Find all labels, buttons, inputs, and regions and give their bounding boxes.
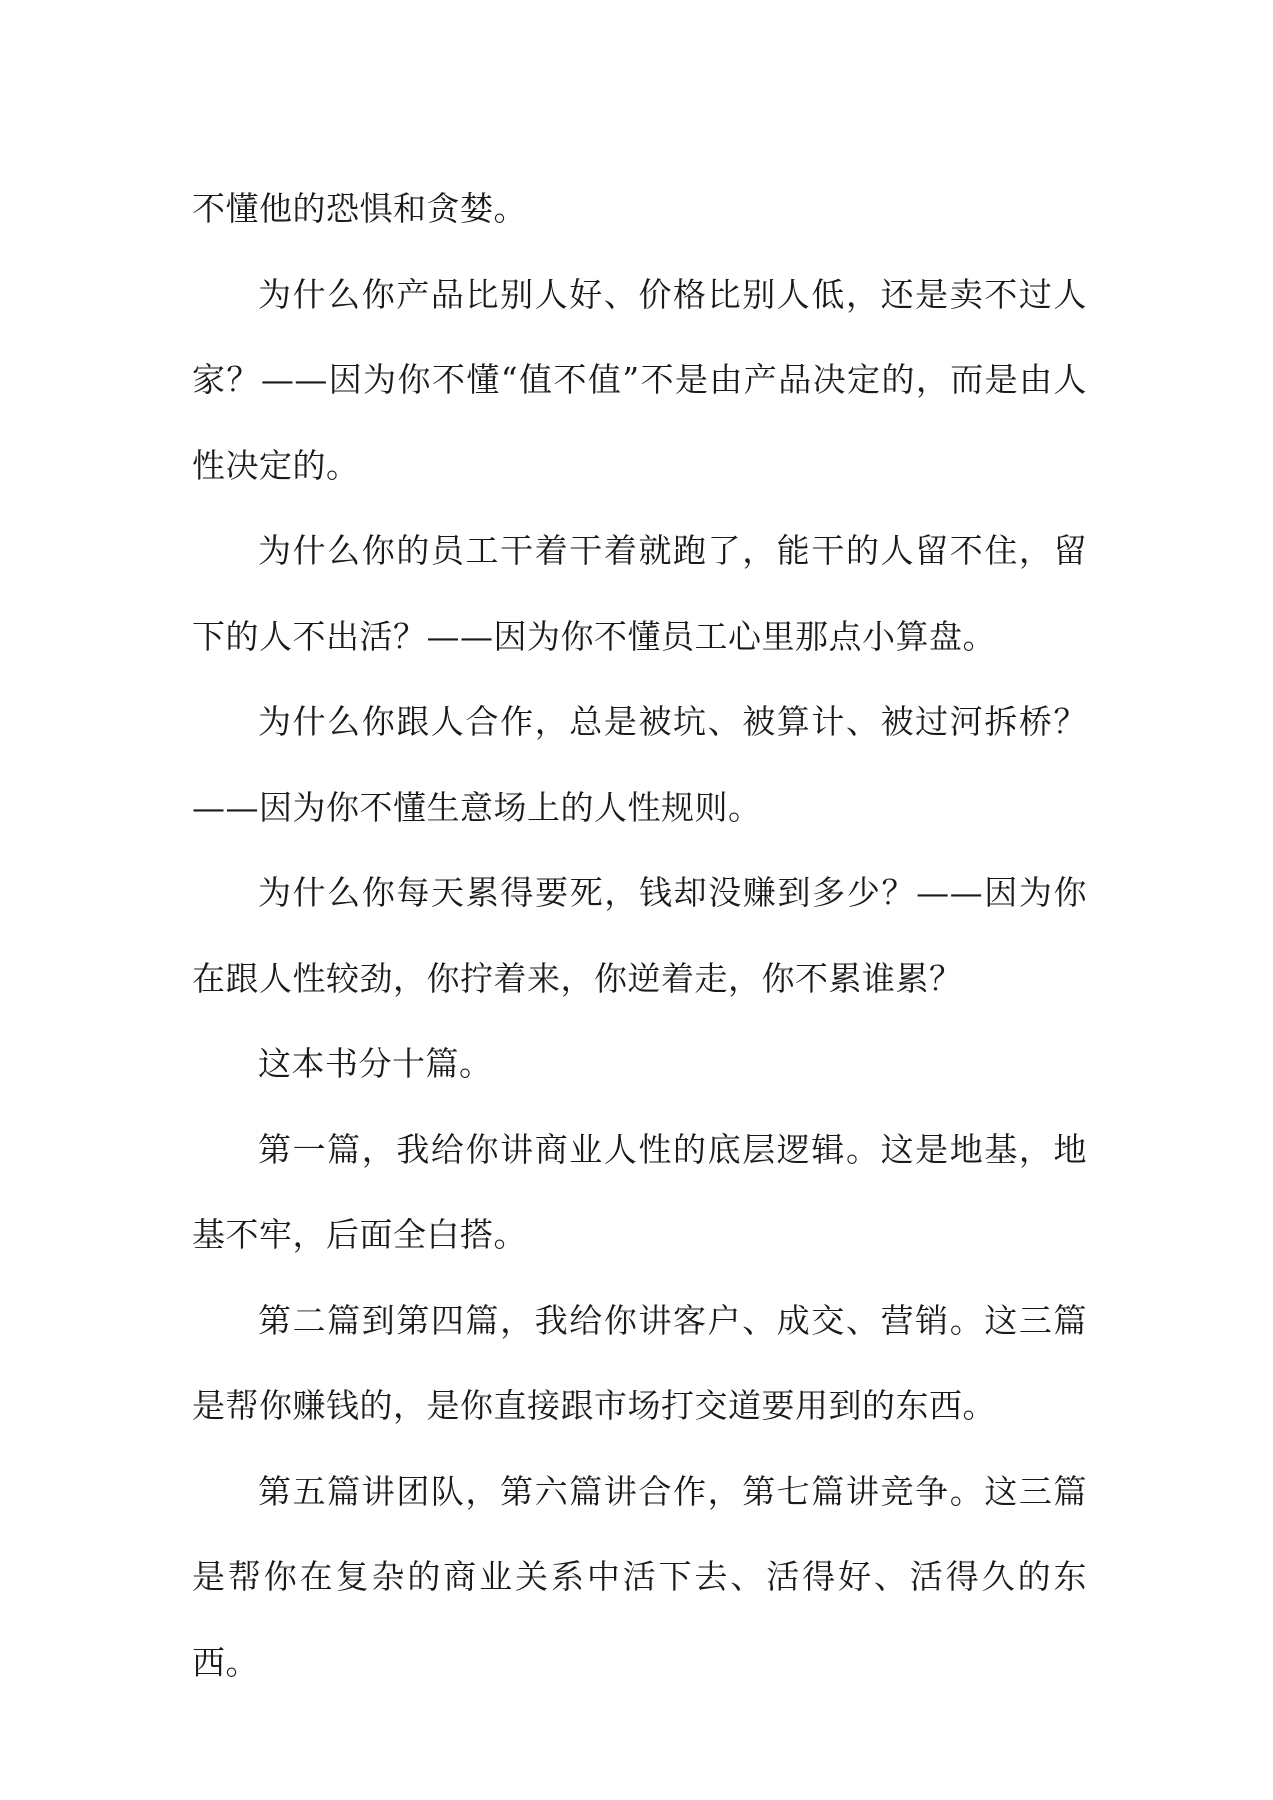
paragraph-2: 为什么你产品比别人好、价格比别人低，还是卖不过人家？——因为你不懂“值不值”不是由产品决定的，而是由人性决定的。 <box>192 274 1087 485</box>
paragraph-1: 不懂他的恐惧和贪婪。 <box>192 189 527 228</box>
paragraph-7: 第一篇，我给你讲商业人性的底层逻辑。这是地基，地基不牢，后面全白搭。 <box>192 1129 1087 1254</box>
paragraph-4: 为什么你跟人合作，总是被坑、被算计、被过河拆桥？——因为你不懂生意场上的人性规则。 <box>192 702 1087 827</box>
paragraph-6: 这本书分十篇。 <box>258 1044 493 1083</box>
paragraph-5: 为什么你每天累得要死，钱却没赚到多少？——因为你在跟人性较劲，你拧着来，你逆着走，你不累谁累？ <box>192 873 1087 998</box>
paragraph-9: 第五篇讲团队，第六篇讲合作，第七篇讲竞争。这三篇是帮你在复杂的商业关系中活下去、活得好、活得久的东西。 <box>192 1471 1087 1682</box>
body-text <box>192 166 1087 1705</box>
paragraph-8: 第二篇到第四篇，我给你讲客户、成交、营销。这三篇是帮你赚钱的，是你直接跟市场打交道要用到的东西。 <box>192 1300 1087 1425</box>
paragraph-3: 为什么你的员工干着干着就跑了，能干的人留不住，留下的人不出活？——因为你不懂员工心里那点小算盘。 <box>192 531 1087 656</box>
